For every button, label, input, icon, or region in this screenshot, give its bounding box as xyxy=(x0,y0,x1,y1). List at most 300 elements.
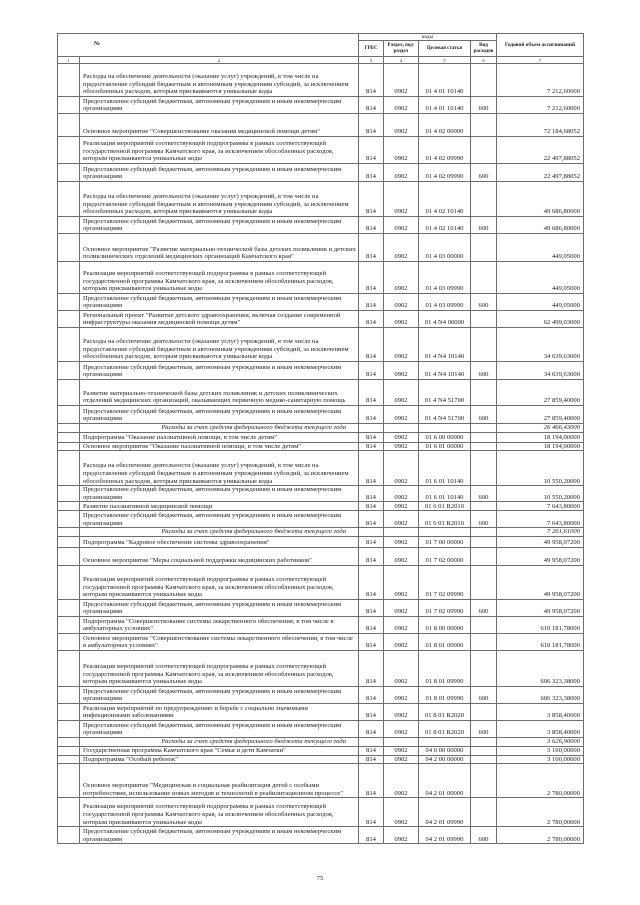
target-article-code: 04 2 01 09990 xyxy=(419,827,471,844)
row-number-cell xyxy=(58,114,80,137)
annual-amount: 449,05000 xyxy=(497,294,584,311)
section-code: 0902 xyxy=(384,182,419,217)
expense-type-code xyxy=(471,262,497,294)
section-code: 0902 xyxy=(384,406,419,424)
expense-type-code xyxy=(471,502,497,511)
grbs-code: 814 xyxy=(359,755,384,764)
expense-type-code xyxy=(471,798,497,827)
row-number-cell xyxy=(58,294,80,311)
annual-amount: 49 958,07200 xyxy=(497,536,584,547)
target-article-code: 01 4 02 09990 xyxy=(419,164,471,182)
grbs-code: 814 xyxy=(359,764,384,798)
row-name: Развитие паллиативной медицинской помощи xyxy=(80,502,359,511)
row-number-cell xyxy=(58,528,80,537)
expense-type-header: Вид расходов xyxy=(471,41,497,57)
expense-type-code xyxy=(471,137,497,164)
row-name: Предоставление субсидий бюджетным, автономным учреждениям и иным некоммерческим организациям xyxy=(80,686,359,703)
expense-type-code xyxy=(471,380,497,406)
section-code: 0902 xyxy=(384,720,419,737)
header-row-top xyxy=(58,34,584,41)
annual-amount: 3 858,40000 xyxy=(497,703,584,720)
grbs-code: 814 xyxy=(359,328,384,362)
table-row xyxy=(58,764,584,798)
row-name: Основное мероприятие "Меры социальной поддержки медицинских работников" xyxy=(80,547,359,565)
section-code: 0902 xyxy=(384,137,419,164)
row-name: Предоставление субсидий бюджетным, автономным учреждениям и иным некоммерческим организациям xyxy=(80,599,359,616)
table-row xyxy=(58,182,584,217)
expense-type-code xyxy=(471,547,497,565)
target-article-code: 01 6 00 00000 xyxy=(419,432,471,442)
row-name: Расходы за счет средств федерального бюджета текущего года xyxy=(80,528,359,537)
target-article-code: 01 4 01 10140 xyxy=(419,64,471,97)
table-row xyxy=(58,798,584,827)
target-article-code xyxy=(419,737,471,746)
target-article-code: 01 4 02 10140 xyxy=(419,217,471,234)
table-row xyxy=(58,565,584,599)
row-name: Предоставление субсидий бюджетным, автономным учреждениям и иным некоммерческим организациям xyxy=(80,720,359,737)
row-name: Расходы на обеспечение деятельности (оказание услуг) учреждений, в том числе на предоставление субсидий бюджетным и автономным учреждениям субсидий, за исключением обособленных расходов, которым присваиваются уникальные коды xyxy=(80,64,359,97)
table-row xyxy=(58,262,584,294)
expense-type-code: 600 xyxy=(471,362,497,380)
section-code: 0902 xyxy=(384,486,419,502)
expense-type-code xyxy=(471,114,497,137)
expense-type-code xyxy=(471,755,497,764)
expense-type-code: 600 xyxy=(471,217,497,234)
target-article-code: 01 8 01 09990 xyxy=(419,686,471,703)
section-code xyxy=(384,424,419,433)
row-number-cell xyxy=(58,442,80,451)
target-article-code: 04 2 01 00000 xyxy=(419,764,471,798)
expense-type-code: 600 xyxy=(471,720,497,737)
row-number-cell xyxy=(58,599,80,616)
row-name: Основное мероприятие "Оказание паллиативной помощи, в том числе детям" xyxy=(80,442,359,451)
table-row xyxy=(58,217,584,234)
grbs-header: ГРБС xyxy=(359,41,384,57)
target-article-header: Целевая статья xyxy=(419,41,471,57)
table-row xyxy=(58,686,584,703)
grbs-code: 814 xyxy=(359,64,384,97)
row-number-cell xyxy=(58,328,80,362)
row-number-cell xyxy=(58,97,80,114)
expense-type-code: 600 xyxy=(471,599,497,616)
annual-amount: 610 181,78000 xyxy=(497,633,584,650)
annual-amount: 606 323,38000 xyxy=(497,686,584,703)
annual-amount: 2 780,00000 xyxy=(497,764,584,798)
table-row xyxy=(58,599,584,616)
annual-amount: 2 780,00000 xyxy=(497,798,584,827)
table-row xyxy=(58,362,584,380)
row-name: Предоставление субсидий бюджетным, автономным учреждениям и иным некоммерческим организациям xyxy=(80,486,359,502)
section-code: 0902 xyxy=(384,511,419,528)
row-name: Основное мероприятие "Развитие материально-технической базы детских поликлиник и детских поликлинических отделений медицинских организаций Камчатского края" xyxy=(80,234,359,262)
table-row xyxy=(58,536,584,547)
row-name: Развитие материально-технической базы детских поликлиник и детских поликлинических отделений медицинских организаций, оказывающих первичную медико-санитарную помощь xyxy=(80,380,359,406)
column-number: 1 xyxy=(58,57,80,64)
expense-type-code xyxy=(471,764,497,798)
target-article-code: 01 4 N4 00000 xyxy=(419,311,471,328)
annual-amount: 2 780,00000 xyxy=(497,827,584,844)
row-name: Реализация мероприятий соответствующей подпрограммы в рамках соответствующей государственной программы Камчатского края, за исключением обособленных расходов, которым присваиваются уникальные коды xyxy=(80,262,359,294)
expense-type-code xyxy=(471,528,497,537)
page-number: 75 xyxy=(316,875,324,882)
expense-type-code xyxy=(471,328,497,362)
section-code: 0902 xyxy=(384,616,419,633)
section-code: 0902 xyxy=(384,432,419,442)
expense-type-code xyxy=(471,746,497,755)
section-code: 0902 xyxy=(384,536,419,547)
number-column-header: № xyxy=(58,34,359,57)
row-number-cell xyxy=(58,137,80,164)
row-number-cell xyxy=(58,633,80,650)
annual-amount: 3 100,00000 xyxy=(497,746,584,755)
grbs-code: 814 xyxy=(359,599,384,616)
target-article-code: 01 4 N4 10140 xyxy=(419,328,471,362)
section-code: 0902 xyxy=(384,650,419,686)
annual-amount: 72 184,68052 xyxy=(497,114,584,137)
grbs-code: 814 xyxy=(359,164,384,182)
row-number-cell xyxy=(58,486,80,502)
expense-type-code xyxy=(471,432,497,442)
grbs-code: 814 xyxy=(359,432,384,442)
annual-amount: 22 497,88052 xyxy=(497,164,584,182)
expense-type-code: 600 xyxy=(471,164,497,182)
grbs-code: 814 xyxy=(359,217,384,234)
target-article-code: 01 6 01 R2010 xyxy=(419,511,471,528)
row-number-cell xyxy=(58,217,80,234)
grbs-code: 814 xyxy=(359,114,384,137)
table-row xyxy=(58,442,584,451)
section-code: 0902 xyxy=(384,262,419,294)
row-number-cell xyxy=(58,703,80,720)
column-number: 4 xyxy=(384,57,419,64)
grbs-code: 814 xyxy=(359,547,384,565)
annual-amount: 49 958,07200 xyxy=(497,565,584,599)
annual-amount: 449,05000 xyxy=(497,262,584,294)
grbs-code: 814 xyxy=(359,633,384,650)
column-number: 5 xyxy=(419,57,471,64)
target-article-code: 01 4 03 09990 xyxy=(419,294,471,311)
row-number-cell xyxy=(58,380,80,406)
grbs-code: 814 xyxy=(359,616,384,633)
section-code: 0902 xyxy=(384,565,419,599)
section-code: 0902 xyxy=(384,755,419,764)
grbs-code: 814 xyxy=(359,182,384,217)
row-number-cell xyxy=(58,798,80,827)
row-number-cell xyxy=(58,311,80,328)
table-row xyxy=(58,432,584,442)
annual-amount: 3 626,90000 xyxy=(497,737,584,746)
row-number-cell xyxy=(58,536,80,547)
row-name: Предоставление субсидий бюджетным, автономным учреждениям и иным некоммерческим организациям xyxy=(80,362,359,380)
target-article-code: 01 8 01 R2020 xyxy=(419,703,471,720)
annual-amount: 10 550,20000 xyxy=(497,451,584,486)
federal-funds-row xyxy=(58,424,584,433)
expense-type-code xyxy=(471,311,497,328)
table-body xyxy=(58,64,584,844)
expense-type-code xyxy=(471,64,497,97)
table-header xyxy=(58,34,584,64)
row-number-cell xyxy=(58,686,80,703)
grbs-code: 814 xyxy=(359,442,384,451)
row-number-cell xyxy=(58,511,80,528)
table-row xyxy=(58,511,584,528)
row-number-cell xyxy=(58,64,80,97)
expense-type-code xyxy=(471,536,497,547)
table-row xyxy=(58,633,584,650)
target-article-code: 01 4 01 10140 xyxy=(419,97,471,114)
annual-amount: 610 181,78000 xyxy=(497,616,584,633)
row-number-cell xyxy=(58,424,80,433)
annual-amount: 49 958,07200 xyxy=(497,547,584,565)
table-row xyxy=(58,451,584,486)
row-number-cell xyxy=(58,182,80,217)
budget-table xyxy=(57,33,584,844)
target-article-code: 01 7 02 00000 xyxy=(419,547,471,565)
federal-funds-row xyxy=(58,737,584,746)
expense-type-code: 600 xyxy=(471,294,497,311)
section-code: 0902 xyxy=(384,703,419,720)
grbs-code: 814 xyxy=(359,536,384,547)
grbs-code: 814 xyxy=(359,451,384,486)
row-name: Расходы на обеспечение деятельности (оказание услуг) учреждений, в том числе на предоставление субсидий бюджетным и автономным учреждениям субсидий, за исключением обособленных расходов, которым присваиваются уникальные коды xyxy=(80,182,359,217)
target-article-code xyxy=(419,528,471,537)
row-number-cell xyxy=(58,406,80,424)
section-code: 0902 xyxy=(384,97,419,114)
target-article-code: 01 4 N4 51700 xyxy=(419,406,471,424)
column-number: 2 xyxy=(80,57,359,64)
grbs-code: 814 xyxy=(359,380,384,406)
target-article-code: 01 6 01 R2010 xyxy=(419,502,471,511)
grbs-code: 814 xyxy=(359,486,384,502)
table-row xyxy=(58,720,584,737)
target-article-code: 04 2 01 09990 xyxy=(419,798,471,827)
column-number-row xyxy=(58,57,584,64)
section-code: 0902 xyxy=(384,442,419,451)
row-name: Реализация мероприятий соответствующей подпрограммы в рамках соответствующей государственной программы Камчатского края, за исключением обособленных расходов, которым присваиваются уникальные коды xyxy=(80,650,359,686)
section-code: 0902 xyxy=(384,362,419,380)
grbs-code: 814 xyxy=(359,720,384,737)
annual-amount: 3 100,00000 xyxy=(497,755,584,764)
row-name: Реализация мероприятий соответствующей подпрограммы в рамках соответствующей государственной программы Камчатского края, за исключением обособленных расходов, которым присваиваются уникальные коды xyxy=(80,798,359,827)
table-row xyxy=(58,827,584,844)
grbs-code xyxy=(359,737,384,746)
column-number: 3 xyxy=(359,57,384,64)
row-name: Предоставление субсидий бюджетным, автономным учреждениям и иным некоммерческим организациям xyxy=(80,294,359,311)
target-article-code: 01 4 02 09990 xyxy=(419,137,471,164)
grbs-code: 814 xyxy=(359,827,384,844)
table-row xyxy=(58,311,584,328)
table-row xyxy=(58,650,584,686)
annual-amount: 7 212,60000 xyxy=(497,97,584,114)
target-article-code: 01 4 02 10140 xyxy=(419,182,471,217)
row-name: Основное мероприятие "Совершенствование системы лекарственного обеспечения, в том числе в амбулаторных условиях" xyxy=(80,633,359,650)
row-name: Расходы за счет средств федерального бюджета текущего года xyxy=(80,737,359,746)
target-article-code: 01 4 03 09990 xyxy=(419,262,471,294)
annual-amount: 34 639,63000 xyxy=(497,328,584,362)
row-name: Предоставление субсидий бюджетным, автономным учреждениям и иным некоммерческим организациям xyxy=(80,97,359,114)
annual-amount: 49 686,80000 xyxy=(497,182,584,217)
section-code: 0902 xyxy=(384,633,419,650)
grbs-code: 814 xyxy=(359,262,384,294)
target-article-code: 01 8 01 09990 xyxy=(419,650,471,686)
row-number-cell xyxy=(58,764,80,798)
annual-amount: 18 194,00000 xyxy=(497,442,584,451)
section-code xyxy=(384,737,419,746)
target-article-code: 04 0 00 00000 xyxy=(419,746,471,755)
federal-funds-row xyxy=(58,528,584,537)
grbs-code: 814 xyxy=(359,406,384,424)
column-number: 6 xyxy=(471,57,497,64)
grbs-code: 814 xyxy=(359,234,384,262)
target-article-code: 01 8 01 00000 xyxy=(419,633,471,650)
expense-type-code xyxy=(471,703,497,720)
grbs-code: 814 xyxy=(359,137,384,164)
row-number-cell xyxy=(58,755,80,764)
table-row xyxy=(58,703,584,720)
target-article-code: 01 6 01 10140 xyxy=(419,451,471,486)
table-row xyxy=(58,380,584,406)
row-number-cell xyxy=(58,616,80,633)
row-name: Реализация мероприятий соответствующей подпрограммы в рамках соответствующей государственной программы Камчатского края, за исключением обособленных расходов, которым присваиваются уникальные коды xyxy=(80,137,359,164)
codes-group-header: коды xyxy=(359,34,497,41)
annual-amount: 7 643,80000 xyxy=(497,511,584,528)
annual-amount: 27 859,40000 xyxy=(497,406,584,424)
annual-total-header: Годовой объем ассигнований xyxy=(497,34,584,57)
expense-type-code: 600 xyxy=(471,827,497,844)
row-name: Реализация мероприятий соответствующей подпрограммы в рамках соответствующей государственной программы Камчатского края, за исключением обособленных расходов, которым присваиваются уникальные коды xyxy=(80,565,359,599)
target-article-code: 01 4 03 00000 xyxy=(419,234,471,262)
target-article-code: 01 7 02 09990 xyxy=(419,599,471,616)
target-article-code: 01 6 01 00000 xyxy=(419,442,471,451)
row-name: Основное мероприятие "Совершенствование оказания медицинской помощи детям" xyxy=(80,114,359,137)
table-row xyxy=(58,164,584,182)
annual-amount: 606 323,38000 xyxy=(497,650,584,686)
annual-amount: 26 466,43000 xyxy=(497,424,584,433)
row-number-cell xyxy=(58,164,80,182)
annual-amount: 27 859,40000 xyxy=(497,380,584,406)
table-row xyxy=(58,755,584,764)
target-article-code: 01 4 02 00000 xyxy=(419,114,471,137)
row-name: Подпрограмма "Совершенствование системы лекарственного обеспечения, в том числе в амбулаторных условиях" xyxy=(80,616,359,633)
row-name: Предоставление субсидий бюджетным, автономным учреждениям и иным некоммерческим организациям xyxy=(80,827,359,844)
grbs-code: 814 xyxy=(359,650,384,686)
row-number-cell xyxy=(58,502,80,511)
section-code: 0902 xyxy=(384,502,419,511)
table-row xyxy=(58,502,584,511)
annual-amount: 10 550,20000 xyxy=(497,486,584,502)
annual-amount: 7 643,80000 xyxy=(497,502,584,511)
expense-type-code xyxy=(471,633,497,650)
row-name: Предоставление субсидий бюджетным, автономным учреждениям и иным некоммерческим организациям xyxy=(80,511,359,528)
table-row xyxy=(58,328,584,362)
table-row xyxy=(58,746,584,755)
annual-amount: 49 958,07200 xyxy=(497,599,584,616)
grbs-code: 814 xyxy=(359,703,384,720)
section-code: 0902 xyxy=(384,764,419,798)
section-code: 0902 xyxy=(384,311,419,328)
expense-type-code: 600 xyxy=(471,97,497,114)
annual-amount: 7 212,60000 xyxy=(497,64,584,97)
section-code: 0902 xyxy=(384,328,419,362)
grbs-code: 814 xyxy=(359,565,384,599)
section-code: 0902 xyxy=(384,217,419,234)
table-row xyxy=(58,406,584,424)
row-number-cell xyxy=(58,362,80,380)
annual-amount: 34 639,63000 xyxy=(497,362,584,380)
grbs-code: 814 xyxy=(359,798,384,827)
table-row xyxy=(58,616,584,633)
target-article-code: 01 8 00 00000 xyxy=(419,616,471,633)
table-row xyxy=(58,486,584,502)
row-name: Подпрограмма "Кадровое обеспечение системы здравоохранения" xyxy=(80,536,359,547)
table-row xyxy=(58,294,584,311)
target-article-code: 01 7 00 00000 xyxy=(419,536,471,547)
grbs-code: 814 xyxy=(359,686,384,703)
expense-type-code: 600 xyxy=(471,511,497,528)
target-article-code: 01 4 N4 51700 xyxy=(419,380,471,406)
row-name: Реализация мероприятий по предупреждению и борьбе с социально значимыми инфекционными заболеваниями xyxy=(80,703,359,720)
expense-type-code: 600 xyxy=(471,406,497,424)
expense-type-code xyxy=(471,565,497,599)
target-article-code: 01 8 01 R2020 xyxy=(419,720,471,737)
row-number-cell xyxy=(58,547,80,565)
section-code: 0902 xyxy=(384,294,419,311)
row-number-cell xyxy=(58,451,80,486)
expense-type-code xyxy=(471,616,497,633)
annual-amount: 7 261,61000 xyxy=(497,528,584,537)
row-number-cell xyxy=(58,565,80,599)
annual-amount: 62 499,03000 xyxy=(497,311,584,328)
row-number-cell xyxy=(58,746,80,755)
row-name: Основное мероприятие "Медицинская и социальная реабилитация детей с особыми потребностями, использование новых методов и технологий в реабилитационном процессе" xyxy=(80,764,359,798)
target-article-code: 04 2 00 00000 xyxy=(419,755,471,764)
expense-type-code: 600 xyxy=(471,686,497,703)
expense-type-code xyxy=(471,737,497,746)
section-code: 0902 xyxy=(384,746,419,755)
grbs-code xyxy=(359,424,384,433)
row-name: Расходы на обеспечение деятельности (оказание услуг) учреждений, в том числе на предоставление субсидий бюджетным и автономным учреждениям субсидий, за исключением обособленных расходов, которым присваиваются уникальные коды xyxy=(80,328,359,362)
table-row xyxy=(58,137,584,164)
row-number-cell xyxy=(58,650,80,686)
section-code: 0902 xyxy=(384,827,419,844)
row-name: Предоставление субсидий бюджетным, автономным учреждениям и иным некоммерческим организациям xyxy=(80,164,359,182)
expense-type-code xyxy=(471,182,497,217)
expense-type-code xyxy=(471,451,497,486)
section-code: 0902 xyxy=(384,164,419,182)
row-name: Расходы за счет средств федерального бюджета текущего года xyxy=(80,424,359,433)
section-header: Раздел, под-раздел xyxy=(384,41,419,57)
expense-type-code: 600 xyxy=(471,486,497,502)
row-number-cell xyxy=(58,720,80,737)
row-name: Предоставление субсидий бюджетным, автономным учреждениям и иным некоммерческим организациям xyxy=(80,406,359,424)
section-code: 0902 xyxy=(384,686,419,703)
row-name: Расходы на обеспечение деятельности (оказание услуг) учреждений, в том числе на предоставление субсидий бюджетным и автономным учреждениям субсидий, за исключением обособленных расходов, которым присваиваются уникальные коды xyxy=(80,451,359,486)
row-name: Государственная программа Камчатского края "Семья и дети Камчатки" xyxy=(80,746,359,755)
row-name: Предоставление субсидий бюджетным, автономным учреждениям и иным некоммерческим организациям xyxy=(80,217,359,234)
expense-type-code xyxy=(471,650,497,686)
row-number-cell xyxy=(58,737,80,746)
grbs-code: 814 xyxy=(359,511,384,528)
grbs-code: 814 xyxy=(359,97,384,114)
target-article-code: 01 4 N4 10140 xyxy=(419,362,471,380)
grbs-code xyxy=(359,528,384,537)
row-name: Подпрограмма "Оказание паллиативной помощи, в том числе детям" xyxy=(80,432,359,442)
section-code: 0902 xyxy=(384,599,419,616)
section-code xyxy=(384,528,419,537)
row-number-cell xyxy=(58,827,80,844)
row-number-cell xyxy=(58,432,80,442)
table-row xyxy=(58,114,584,137)
